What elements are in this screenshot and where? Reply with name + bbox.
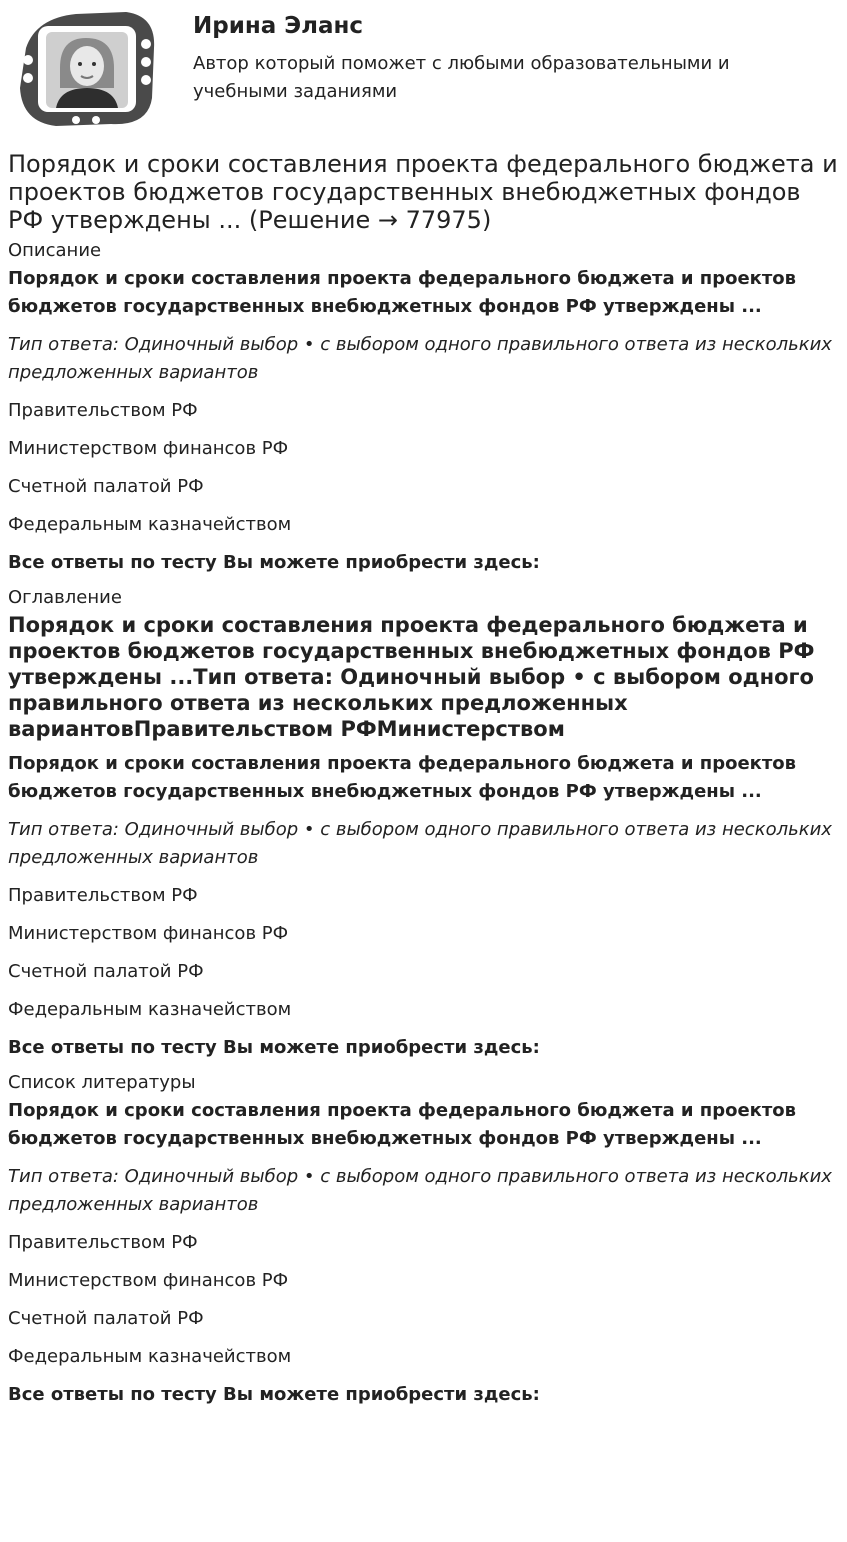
question-type: Тип ответа: Одиночный выбор • с выбором одного правильного ответа из нескольких предложенных вариантов xyxy=(8,334,832,383)
description-section xyxy=(8,240,839,577)
answer-option: Министерством финансов РФ xyxy=(8,1270,289,1291)
question-title: Порядок и сроки составления проекта федерального бюджета и проектов бюджетов государственных внебюджетных фондов РФ утверждены ... xyxy=(8,753,797,802)
answer-option: Правительством РФ xyxy=(8,400,198,421)
question-title: Порядок и сроки составления проекта федерального бюджета и проектов бюджетов государственных внебюджетных фондов РФ утверждены ... xyxy=(8,268,797,317)
literature-section xyxy=(8,1072,839,1409)
purchase-note: Все ответы по тесту Вы можете приобрести здесь: xyxy=(8,1037,540,1058)
toc-section xyxy=(8,587,839,1062)
answer-option: Счетной палатой РФ xyxy=(8,1308,204,1329)
document-title: Порядок и сроки составления проекта федерального бюджета и проектов бюджетов государственных внебюджетных фондов РФ утверждены ... (Решение → 77975) xyxy=(8,150,838,234)
question-title: Порядок и сроки составления проекта федерального бюджета и проектов бюджетов государственных внебюджетных фондов РФ утверждены ... xyxy=(8,1100,797,1149)
section-label-literature: Список литературы xyxy=(8,1072,196,1093)
section-label-toc: Оглавление xyxy=(8,587,122,608)
author-block xyxy=(8,0,839,140)
answer-option: Счетной палатой РФ xyxy=(8,961,204,982)
answer-option: Федеральным казначейством xyxy=(8,999,292,1020)
author-avatar xyxy=(16,8,158,128)
answer-option: Счетной палатой РФ xyxy=(8,476,204,497)
toc-heading: Порядок и сроки составления проекта федерального бюджета и проектов бюджетов государственных внебюджетных фондов РФ утверждены ...Тип ответа: Одиночный выбор • с выбором одного правильного ответа из нескольких предложенных вариантовПравительством РФМинистерством xyxy=(8,613,815,741)
answer-option: Министерством финансов РФ xyxy=(8,923,289,944)
author-description: Автор который поможет с любыми образовательными и учебными заданиями xyxy=(193,53,730,102)
section-label-description: Описание xyxy=(8,240,102,261)
answer-option: Правительством РФ xyxy=(8,1232,198,1253)
purchase-note: Все ответы по тесту Вы можете приобрести здесь: xyxy=(8,1384,540,1405)
answer-option: Министерством финансов РФ xyxy=(8,438,289,459)
question-type: Тип ответа: Одиночный выбор • с выбором одного правильного ответа из нескольких предложенных вариантов xyxy=(8,1166,832,1215)
question-type: Тип ответа: Одиночный выбор • с выбором одного правильного ответа из нескольких предложенных вариантов xyxy=(8,819,832,868)
answer-option: Федеральным казначейством xyxy=(8,1346,292,1367)
answer-option: Правительством РФ xyxy=(8,885,198,906)
author-name: Ирина Эланс xyxy=(193,13,364,39)
purchase-note: Все ответы по тесту Вы можете приобрести здесь: xyxy=(8,552,540,573)
answer-option: Федеральным казначейством xyxy=(8,514,292,535)
